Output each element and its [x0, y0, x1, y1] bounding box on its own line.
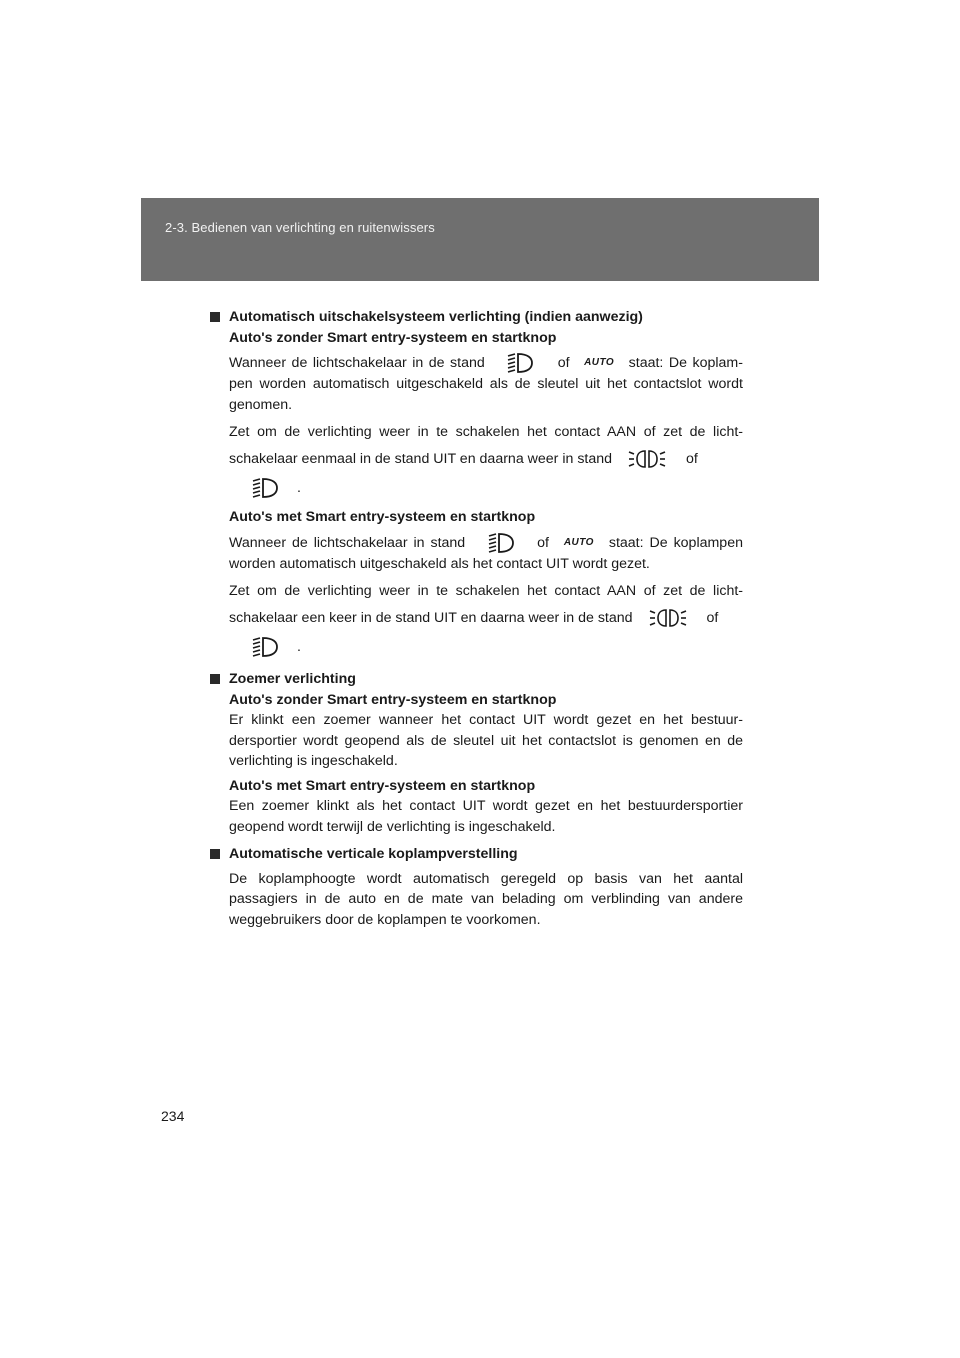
subheading: Auto's met Smart entry-systeem en startknop: [229, 777, 536, 794]
bullet-square-icon: [210, 849, 220, 859]
icon-line: .: [229, 473, 743, 503]
section-header-title: 2-3. Bedienen van verlichting en ruitenwissers: [165, 220, 435, 235]
paragraph: Wanneer de lichtschakelaar in de stand of AUTO staat: De koplam-pen worden automatisch uitgeschakeld als de sleutel uit het contactslot wordt genomen.: [229, 352, 743, 415]
subheading: Auto's met Smart entry-systeem en startknop: [229, 509, 536, 525]
bullet-square-icon: [210, 674, 220, 684]
page-content: [212, 307, 743, 937]
section-title: Automatisch uitschakelsysteem verlichting (indien aanwezig): [212, 307, 743, 328]
section-title: Automatische verticale koplampverstelling: [212, 844, 743, 865]
section-buzzer: [212, 669, 743, 837]
headlight-low-beam-icon: [249, 636, 279, 658]
icon-line: .: [229, 632, 743, 662]
paragraph: Zet om de verlichting weer in te schakelen het contact AAN of zet de licht-schakelaar een keer in de stand UIT en daarna weer in de stand of: [229, 578, 743, 632]
page-number: 234: [161, 1108, 185, 1124]
paragraph: Zet om de verlichting weer in te schakelen het contact AAN of zet de licht-schakelaar eenmaal in de stand UIT en daarna weer in stand of: [229, 419, 743, 473]
auto-mode-icon: AUTO: [584, 357, 615, 368]
section-auto-leveling: [212, 844, 743, 930]
section-title: Zoemer verlichting: [212, 669, 743, 690]
subheading: Auto's zonder Smart entry-systeem en startknop: [229, 329, 557, 346]
headlight-low-beam-icon: [485, 532, 515, 554]
paragraph: De koplamphoogte wordt automatisch geregeld op basis van het aantal passagiers in de auto en de mate van belading om verblinding van andere weggebruikers door de koplampen te voorkomen.: [229, 870, 743, 928]
tail-lights-icon: [628, 448, 666, 470]
tail-lights-icon: [649, 607, 687, 629]
paragraph: Er klinkt een zoemer wanneer het contact UIT wordt gezet en het bestuur-dersportier wordt geopend als de sleutel uit het contactslot is genomen en de verlichting is ingeschakeld.: [229, 712, 743, 769]
bullet-square-icon: [210, 312, 220, 322]
paragraph: Wanneer de lichtschakelaar in stand of AUTO staat: De koplampen worden automatisch uitgeschakeld als het contact UIT wordt gezet.: [229, 532, 743, 575]
subheading: Auto's zonder Smart entry-systeem en startknop: [229, 691, 557, 708]
paragraph: Een zoemer klinkt als het contact UIT wordt gezet en het bestuurdersportier geopend wordt terwijl de verlichting is ingeschakeld.: [229, 798, 743, 835]
section-auto-shutoff: [212, 307, 743, 662]
headlight-low-beam-icon: [504, 352, 534, 374]
auto-mode-icon: AUTO: [563, 536, 594, 548]
headlight-low-beam-icon: [249, 477, 279, 499]
section-header-bar: [141, 198, 819, 281]
